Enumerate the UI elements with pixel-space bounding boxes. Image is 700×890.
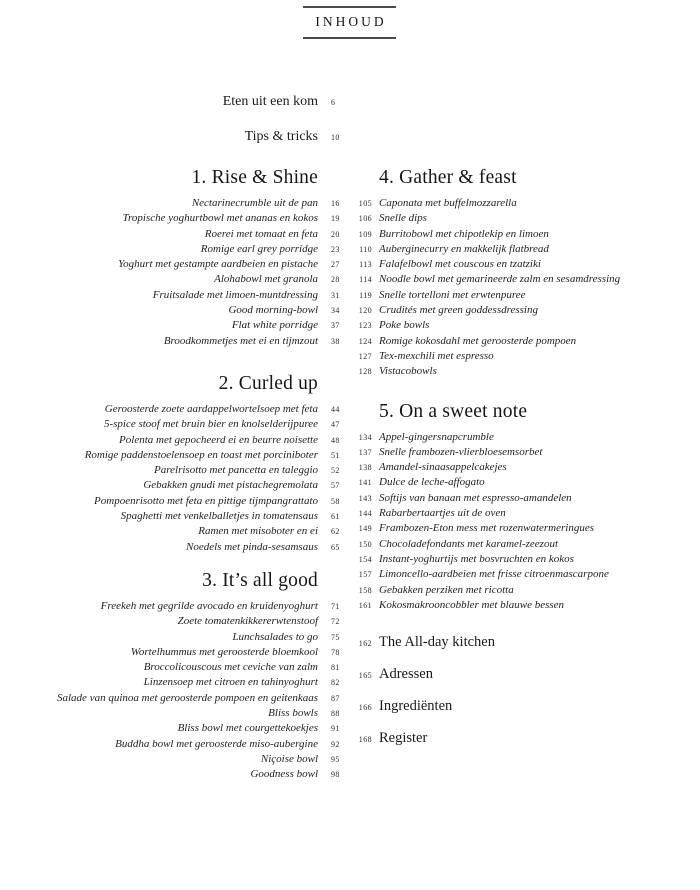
entry-title: Flat white porridge [231,319,318,332]
entry-page-number: 27 [331,260,340,270]
toc-entry [0,463,345,478]
entry-title: Kokosmakrooncobbler met blauwe bessen [379,598,565,611]
entry-title: Adressen [379,666,433,682]
entry-page-number: 128 [358,367,372,377]
entry-page-number: 158 [358,585,372,595]
entry-title: Wortelhummus met geroosterde bloemkool [130,645,318,658]
entry-page-number: 91 [331,724,340,734]
toc-entry [0,127,345,148]
entry-title: Crudités met green goddessdressing [379,304,538,317]
entry-title: Gebakken perziken met ricotta [379,583,514,596]
entry-title: Tex-mexchili met espresso [379,349,494,362]
entry-page-number: 65 [331,542,340,552]
section-heading: 2. Curled up [218,372,318,394]
toc-entry [0,614,345,629]
toc-entry [0,211,345,226]
entry-page-number: 78 [331,647,340,657]
entry-page-number: 166 [358,703,372,712]
entry-page-number: 161 [358,600,372,610]
toc-section [355,400,700,614]
toc-entry [355,430,700,445]
entry-title: Snelle dips [379,212,427,225]
entry-page-number: 138 [358,463,372,473]
entry-title: Good morning-bowl [228,304,318,317]
entry-page-number: 165 [358,671,372,680]
toc-entry [355,349,700,364]
entry-page-number: 143 [358,493,372,503]
section-heading: 1. Rise & Shine [191,167,318,188]
toc-entry [0,272,345,287]
entry-page-number: 81 [331,663,340,673]
entry-page-number: 120 [358,306,372,316]
toc-entry [355,303,700,318]
toc-entry [355,521,700,536]
entry-title: Appel-gingersnapcrumble [379,430,494,443]
entry-page-number: 48 [331,435,340,445]
entry-page-number: 157 [358,570,372,580]
toc-entry [0,288,345,303]
toc-entry [0,448,345,463]
toc-entry [355,460,700,475]
toc-entry [0,433,345,448]
toc-entry [0,691,345,706]
toc-entry [0,92,345,113]
toc-entry [355,318,700,333]
entry-page-number: 123 [358,321,372,331]
entry-title: Amandel-sinaasappelcakejes [379,461,507,474]
toc-entry [355,583,700,598]
toc-entry [355,242,700,257]
toc-entry [355,666,700,684]
entry-title: Instant-yoghurtijs met bosvruchten en kokos [379,552,574,565]
toc-section [355,166,700,380]
entry-title: Salade van quinoa met geroosterde pompoen en geitenkaas [57,691,318,704]
entry-title: Romige paddenstoelensoep en toast met porciniboter [84,448,318,461]
toc-entry [0,630,345,645]
entry-page-number: 82 [331,678,340,688]
toc-entry [355,634,700,652]
entry-page-number: 109 [358,229,372,239]
toc-entry [355,334,700,349]
entry-page-number: 92 [331,739,340,749]
entry-page-number: 58 [331,496,340,506]
entry-page-number: 62 [331,527,340,537]
entry-page-number: 20 [331,229,340,239]
toc-entry [0,494,345,509]
entry-page-number: 75 [331,632,340,642]
toc-entry [0,767,345,782]
entry-page-number: 168 [358,735,372,744]
back-matter-list [355,634,700,762]
section-heading: 3. It’s all good [202,569,318,591]
entry-title: Tips & tricks [244,129,318,144]
toc-entry [0,402,345,417]
entry-title: Pompoenrisotto met feta en pittige tijmpangrattato [94,494,318,507]
entry-page-number: 137 [358,447,372,457]
entry-title: Tropische yoghurtbowl met ananas en kokos [122,212,318,225]
toc-entry [0,478,345,493]
entry-page-number: 19 [331,214,340,224]
toc-entry [0,540,345,555]
toc-entry [355,227,700,242]
section-heading: 5. On a sweet note [379,400,528,422]
toc-entry [0,257,345,272]
entry-title: Limoncello-aardbeien met frisse citroenmascarpone [379,568,609,581]
toc-entry [0,509,345,524]
entry-title: Bliss bowl met courgettekoekjes [177,722,318,735]
entry-page-number: 6 [331,98,336,107]
entry-page-number: 10 [331,133,340,142]
entry-title: Geroosterde zoete aardappelwortelsoep met feta [104,402,318,415]
toc-entry [0,752,345,767]
entry-page-number: 144 [358,509,372,519]
toc-entry [355,257,700,272]
entry-title: Yoghurt met gestampte aardbeien en pistache [118,258,318,271]
page-header [303,6,396,39]
entry-title: Alohabowl met granola [214,273,318,286]
toc-entry [0,721,345,736]
toc-entry [0,737,345,752]
entry-title: Frambozen-Eton mess met rozenwatermeringues [379,522,594,535]
entry-title: Dulce de leche-affogato [379,476,485,489]
toc-entry [0,334,345,349]
entry-title: Snelle frambozen-vlierbloesemsorbet [379,445,543,458]
entry-title: Gebakken gnudi met pistachegremolata [143,479,318,492]
entry-page-number: 119 [359,290,372,300]
entry-page-number: 162 [358,639,372,648]
entry-title: Vistacobowls [379,365,437,378]
entry-title: Romige kokosdahl met geroosterde pompoen [379,334,577,347]
toc-entry [0,318,345,333]
entry-page-number: 154 [358,554,372,564]
entry-title: Spaghetti met venkelballetjes in tomatensaus [120,510,318,523]
entry-page-number: 38 [331,336,340,346]
toc-entry [355,698,700,716]
entry-page-number: 127 [358,351,372,361]
toc-entry [355,730,700,748]
right-column [355,166,700,613]
entry-page-number: 44 [331,404,340,414]
entry-page-number: 52 [331,466,340,476]
toc-section [0,569,345,783]
entry-page-number: 141 [358,478,372,488]
toc-entry [0,242,345,257]
entry-page-number: 37 [331,321,340,331]
entry-title: Zoete tomatenkikkererwtenstoof [177,615,318,628]
toc-entry [355,272,700,287]
entry-page-number: 106 [358,214,372,224]
entry-title: Roerei met tomaat en feta [204,227,318,240]
toc-entry [355,491,700,506]
entry-page-number: 34 [331,306,340,316]
entry-page-number: 61 [331,512,340,522]
entry-title: Auberginecurry en makkelijk flatbread [379,242,549,255]
left-column [0,166,345,783]
section-heading: 4. Gather & feast [379,167,517,188]
toc-entry [355,445,700,460]
entry-page-number: 150 [358,539,372,549]
entry-title: Parelrisotto met pancetta en taleggio [154,464,318,477]
toc-section [0,166,345,349]
entry-page-number: 72 [331,617,340,627]
toc-entry [0,645,345,660]
entry-title: The All-day kitchen [379,634,495,650]
entry-title: Niçoise bowl [260,752,318,765]
toc-entry [355,196,700,211]
entry-title: Ramen met misoboter en ei [198,525,318,538]
entry-title: Fruitsalade met limoen-muntdressing [152,288,318,301]
entry-title: Polenta met gepocheerd ei en beurre noisette [119,433,318,446]
toc-entry [355,537,700,552]
toc-entry [0,417,345,432]
entry-page-number: 124 [358,336,372,346]
entry-title: Falafelbowl met couscous en tzatziki [379,258,541,271]
toc-entry [355,598,700,613]
toc-entry [355,567,700,582]
entry-page-number: 71 [331,601,340,611]
entry-page-number: 87 [331,693,340,703]
entry-page-number: 105 [358,199,372,208]
entry-page-number: 114 [359,275,372,285]
entry-page-number: 47 [331,420,340,430]
entry-title: Nectarinecrumble uit de pan [191,197,318,209]
entry-title: Bliss bowls [268,707,318,720]
entry-title: Linzensoep met citroen en tahinyoghurt [143,676,318,689]
toc-entry [355,552,700,567]
entry-page-number: 28 [331,275,340,285]
entry-title: Snelle tortelloni met erwtenpuree [379,288,526,301]
entry-title: Romige earl grey porridge [200,242,318,255]
entry-page-number: 149 [358,524,372,534]
toc-entry [355,475,700,490]
toc-entry [0,524,345,539]
toc-entry [0,196,345,211]
entry-page-number: 23 [331,244,340,254]
toc-entry [0,706,345,721]
entry-title: Freekeh met gegrilde avocado en kruidenyoghurt [100,599,318,612]
toc-entry [0,599,345,614]
toc-section [0,372,345,555]
toc-entry [355,506,700,521]
entry-page-number: 16 [331,199,340,208]
page-title: INHOUD [315,14,387,29]
entry-page-number: 110 [359,244,372,254]
entry-page-number: 57 [331,481,340,491]
entry-title: Rabarbertaartjes uit de oven [379,507,506,520]
entry-page-number: 98 [331,770,340,780]
toc-entry [355,288,700,303]
entry-title: Goodness bowl [250,768,318,781]
entry-title: Broodkommetjes met ei en tijmzout [163,334,318,347]
toc-entry [0,675,345,690]
entry-title: Eten uit een kom [222,94,318,109]
entry-title: Noodle bowl met gemarineerde zalm en sesamdressing [379,273,621,286]
entry-title: Chocoladefondants met karamel-zeezout [379,537,559,550]
entry-title: Lunchsalades to go [232,630,318,643]
entry-title: Ingrediënten [379,698,453,714]
entry-page-number: 113 [359,260,372,270]
intro-list [0,92,345,162]
toc-entry [0,660,345,675]
entry-title: Poke bowls [379,319,430,332]
toc-entry [355,211,700,226]
entry-page-number: 88 [331,709,340,719]
entry-page-number: 134 [358,432,372,442]
entry-page-number: 51 [331,450,340,460]
entry-title: 5-spice stoof met bruin bier en knolselderijpuree [103,418,318,431]
entry-title: Burritobowl met chipotlekip en limoen [379,227,549,240]
entry-page-number: 31 [331,290,340,300]
entry-title: Caponata met buffelmozzarella [379,197,517,209]
entry-title: Noedels met pinda-sesamsaus [186,540,318,553]
toc-entry [0,303,345,318]
toc-entry [0,227,345,242]
entry-title: Broccolicouscous met ceviche van zalm [143,661,318,674]
entry-title: Register [379,730,428,746]
entry-title: Buddha bowl met geroosterde miso-aubergine [115,737,318,750]
entry-page-number: 95 [331,754,340,764]
entry-title: Softijs van banaan met espresso-amandelen [379,491,572,504]
toc-entry [355,364,700,379]
